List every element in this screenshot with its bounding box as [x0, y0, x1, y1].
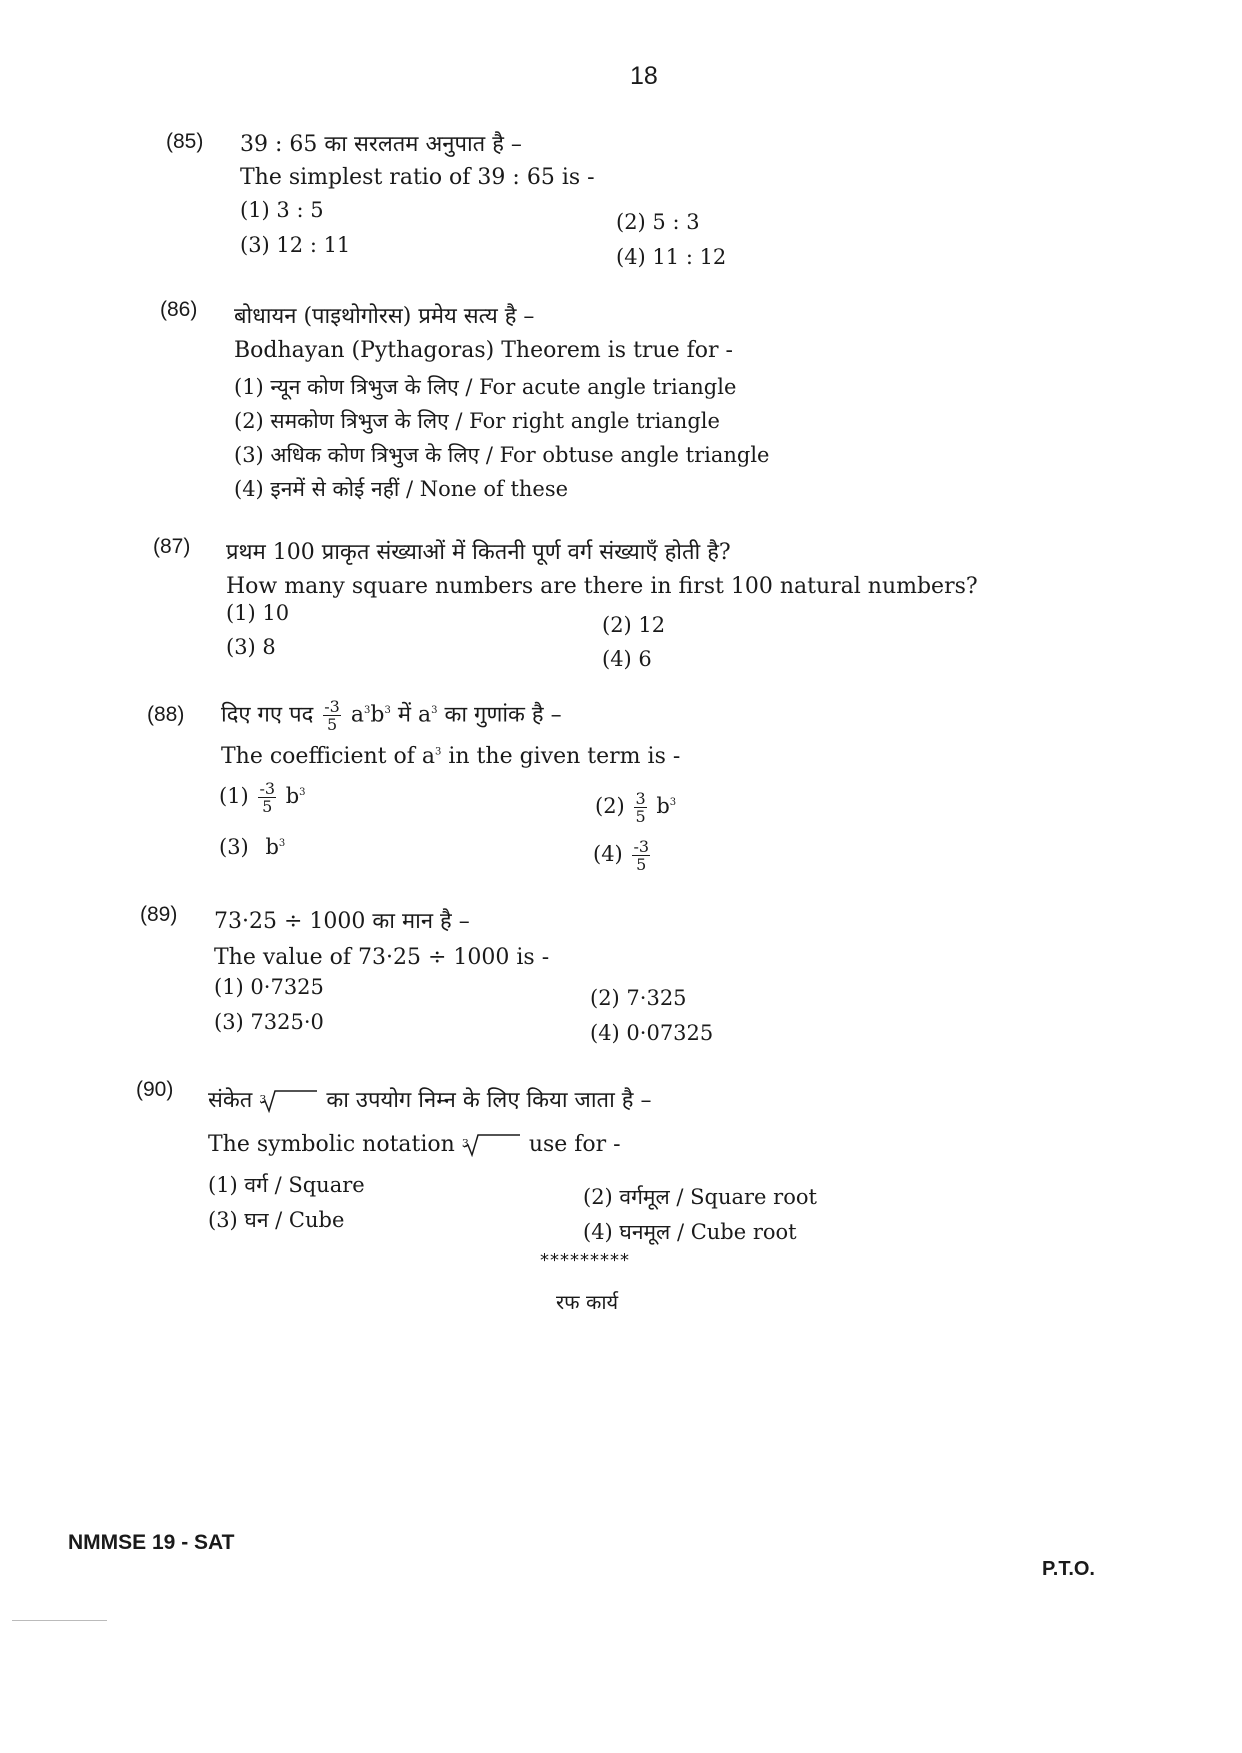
- fraction-numerator: -3: [324, 697, 340, 716]
- fraction-numerator: 3: [635, 789, 646, 808]
- question-text-hindi: 73·25 ÷ 1000 का मान है –: [214, 909, 470, 934]
- option-3: (3) 8: [226, 635, 276, 659]
- question-text-hindi: बोधायन (पाइथोगोरस) प्रमेय सत्य है –: [234, 304, 535, 329]
- option-4: (4) 0·07325: [590, 1021, 714, 1045]
- question-text-english: How many square numbers are there in first 100 natural numbers?: [226, 574, 978, 599]
- question-text-hindi: [208, 1086, 651, 1116]
- fraction-denominator: 5: [636, 855, 647, 874]
- exponent: 3: [299, 787, 306, 798]
- radical-sign-icon: [462, 1133, 522, 1157]
- fraction: [632, 838, 650, 873]
- root-index: 3: [259, 1093, 267, 1106]
- option-1: (1) न्यून कोण त्रिभुज के लिए / For acute angle triangle: [234, 375, 737, 399]
- variable: b: [265, 835, 279, 859]
- fraction: [258, 780, 276, 815]
- exponent: 3: [431, 705, 438, 717]
- option-label: (3): [219, 835, 249, 859]
- option-2: [595, 790, 676, 825]
- english-suffix: use for -: [528, 1132, 621, 1157]
- option-label: (2): [595, 794, 625, 818]
- question-number: (90): [136, 1078, 174, 1101]
- option-label: (4): [593, 842, 623, 866]
- variable: b: [656, 794, 670, 818]
- exponent: 3: [278, 838, 286, 849]
- option-2: (2) वर्गमूल / Square root: [583, 1185, 817, 1209]
- english-prefix: The symbolic notation: [208, 1132, 455, 1157]
- question-text-english: Bodhayan (Pythagoras) Theorem is true for -: [234, 338, 733, 363]
- exponent: 3: [363, 705, 371, 717]
- english-prefix: The coefficient of a: [221, 744, 435, 769]
- question-number: (85): [166, 130, 204, 153]
- question-text-hindi: [221, 698, 562, 733]
- hindi-end: का गुणांक है –: [444, 702, 562, 728]
- variable: b: [285, 784, 300, 808]
- fraction-numerator: -3: [259, 779, 276, 798]
- question-text-english: The simplest ratio of 39 : 65 is -: [240, 165, 595, 190]
- option-1: (1) 3 : 5: [240, 198, 324, 222]
- cube-root-symbol: [259, 1089, 319, 1113]
- hindi-suffix: का उपयोग निम्न के लिए किया जाता है –: [326, 1088, 652, 1113]
- option-1: (1) 0·7325: [214, 975, 324, 999]
- fraction-numerator: -3: [633, 837, 650, 856]
- exponent: 3: [434, 746, 442, 758]
- footer-exam-code: NMMSE 19 - SAT: [68, 1531, 235, 1554]
- option-1: (1) वर्ग / Square: [208, 1173, 365, 1197]
- option-2: (2) समकोण त्रिभुज के लिए / For right angle triangle: [234, 409, 720, 433]
- exponent: 3: [384, 705, 391, 717]
- question-number: (88): [147, 703, 185, 726]
- end-marker: *********: [540, 1250, 630, 1271]
- fraction: [634, 790, 646, 825]
- term-b: b: [370, 702, 385, 728]
- radical-sign-icon: [259, 1089, 319, 1113]
- english-suffix: in the given term is -: [448, 744, 681, 769]
- option-label: (1): [219, 784, 249, 808]
- hindi-prefix: दिए गए पद: [221, 702, 314, 728]
- page-number: 18: [630, 62, 658, 90]
- hindi-mein: में a: [397, 702, 432, 728]
- option-2: (2) 7·325: [590, 986, 687, 1010]
- footer-pto: P.T.O.: [1042, 1558, 1095, 1580]
- option-4: [593, 838, 653, 873]
- root-index: 3: [461, 1137, 469, 1150]
- scan-artifact-line: [12, 1620, 107, 1621]
- exponent: 3: [669, 797, 677, 808]
- option-4: (4) 11 : 12: [616, 245, 727, 269]
- fraction: [323, 698, 341, 733]
- question-text-hindi: 39 : 65 का सरलतम अनुपात है –: [240, 132, 522, 157]
- question-number: (87): [153, 535, 191, 558]
- question-text-english: [208, 1130, 621, 1160]
- option-2: (2) 5 : 3: [616, 210, 700, 234]
- fraction-denominator: 5: [635, 807, 646, 826]
- term-a: a: [350, 702, 364, 728]
- question-number: (86): [160, 298, 198, 321]
- question-number: (89): [140, 903, 178, 926]
- option-3: (3) घन / Cube: [208, 1208, 345, 1232]
- cube-root-symbol: [462, 1133, 522, 1157]
- option-1: [219, 780, 306, 815]
- option-3: [219, 832, 285, 862]
- fraction-denominator: 5: [262, 797, 273, 816]
- fraction-denominator: 5: [326, 715, 338, 734]
- option-4: (4) 6: [602, 647, 652, 671]
- rough-work-label: रफ कार्य: [556, 1290, 619, 1314]
- option-2: (2) 12: [602, 613, 666, 637]
- question-text-english: [221, 742, 680, 772]
- option-3: (3) अधिक कोण त्रिभुज के लिए / For obtuse angle triangle: [234, 443, 770, 467]
- question-text-english: The value of 73·25 ÷ 1000 is -: [214, 945, 550, 970]
- option-3: (3) 12 : 11: [240, 233, 351, 257]
- option-4: (4) घनमूल / Cube root: [583, 1220, 797, 1244]
- question-text-hindi: प्रथम 100 प्राकृत संख्याओं में कितनी पूर्ण वर्ग संख्याएँ होती है?: [226, 540, 731, 565]
- option-4: (4) इनमें से कोई नहीं / None of these: [234, 477, 569, 501]
- hindi-prefix: संकेत: [208, 1088, 253, 1113]
- option-3: (3) 7325·0: [214, 1010, 324, 1034]
- option-1: (1) 10: [226, 601, 290, 625]
